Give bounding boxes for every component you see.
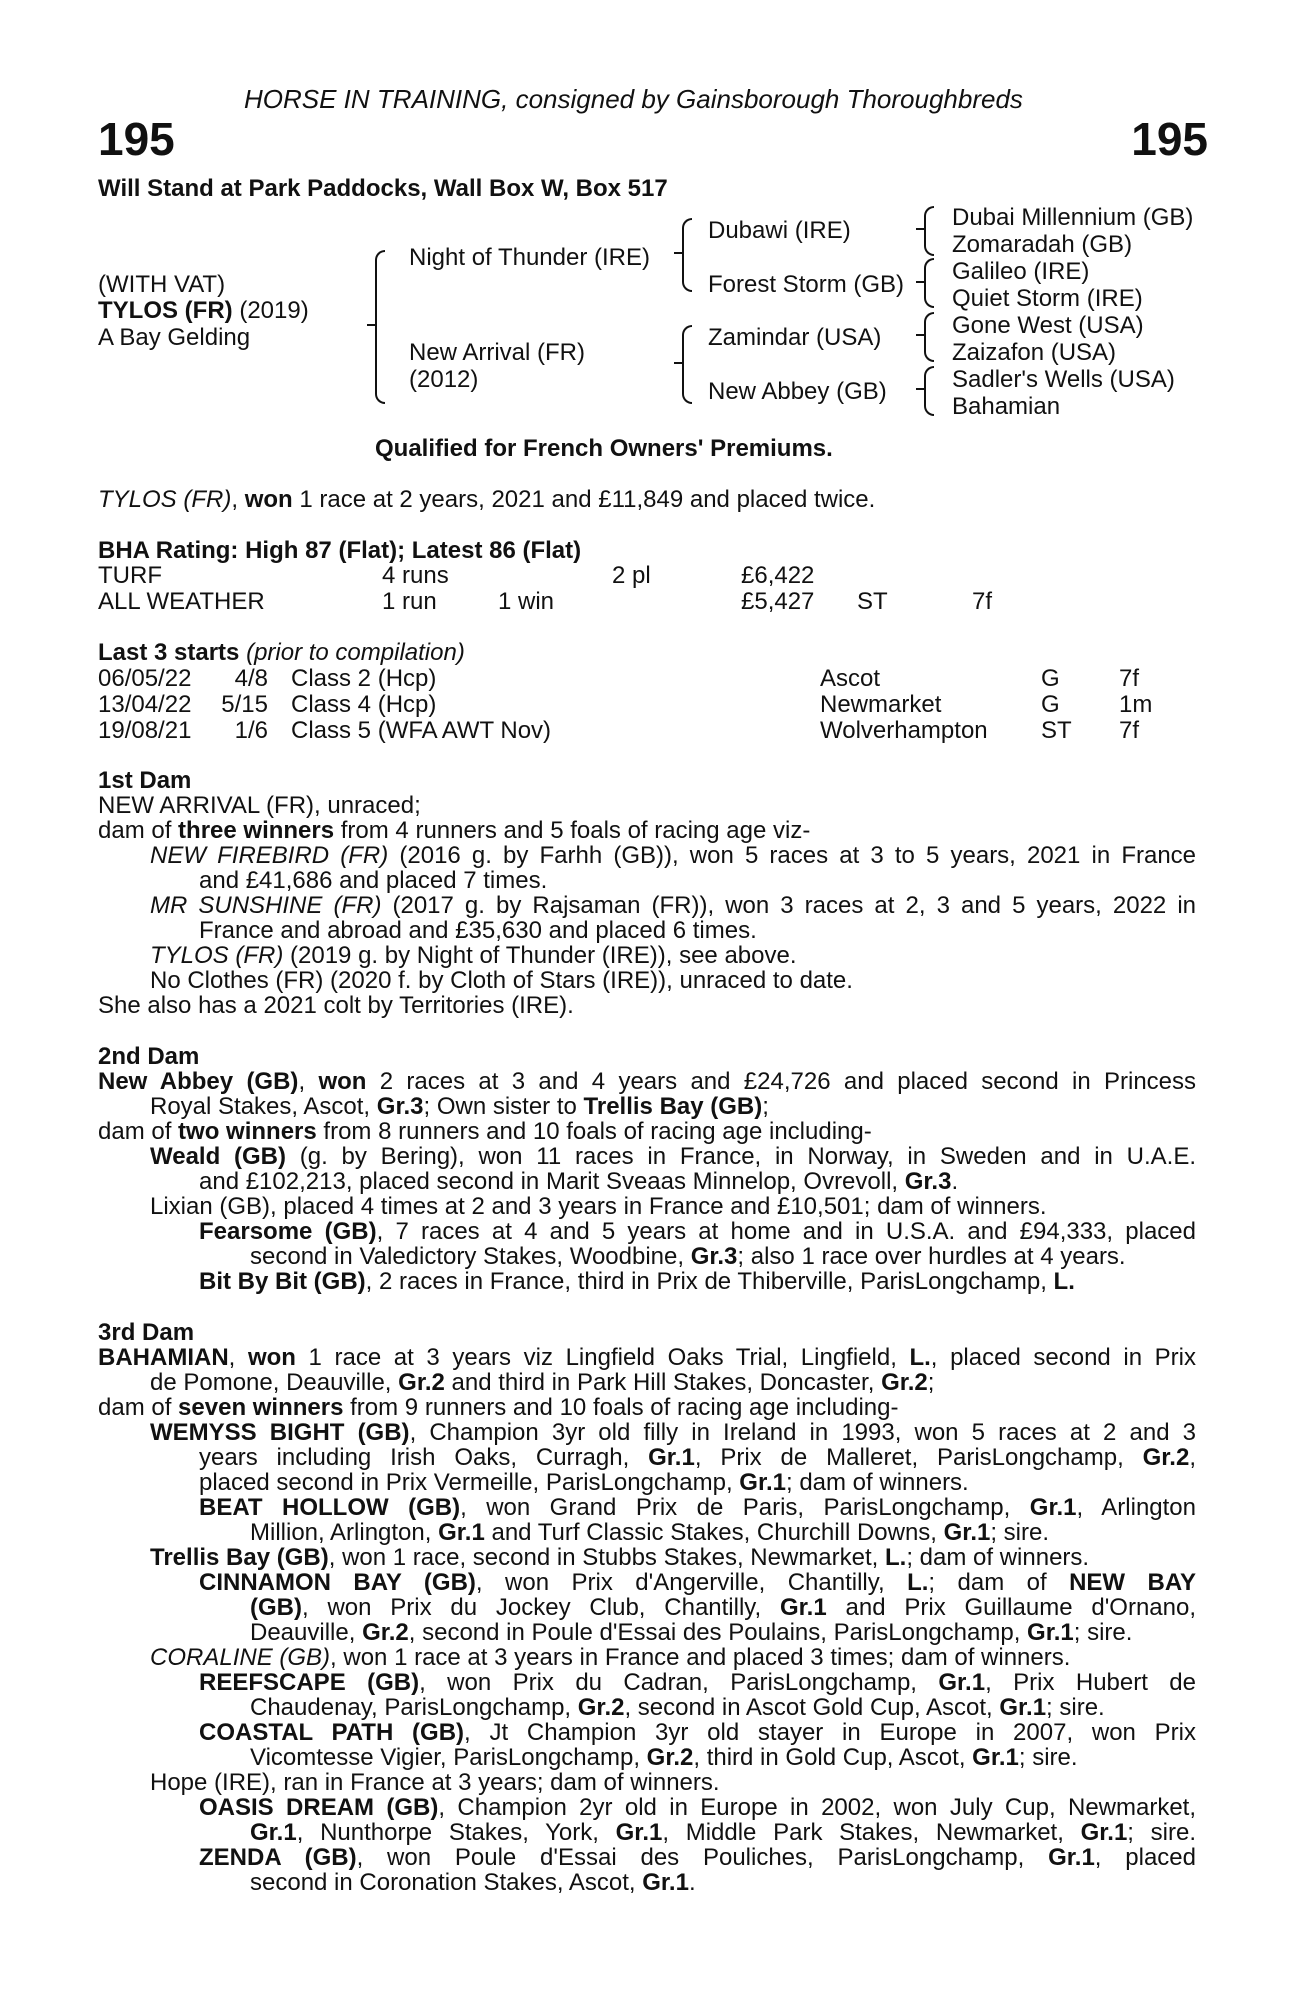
start-row-3-going: ST — [1041, 717, 1072, 744]
first-dam-line-1: NEW ARRIVAL (FR), unraced; — [98, 792, 421, 819]
third-dam-line-14-part-4: , Prix Hubert de — [985, 1670, 1196, 1695]
lot-number-right: 195 — [1131, 113, 1208, 165]
rating-turf-placed: 2 pl — [612, 562, 651, 589]
pedigree-g2: Zomaradah (GB) — [952, 231, 1133, 258]
third-dam-line-2-part-1: de Pomone, Deauville, — [150, 1369, 399, 1396]
third-dam-line-5-part-1: years including Irish Oaks, Curragh, — [199, 1445, 649, 1470]
vat-note: (WITH VAT) — [98, 271, 226, 298]
start-row-1-course: Ascot — [820, 665, 881, 692]
third-dam-line-12-part-4: Gr.1 — [1027, 1619, 1074, 1646]
start-row-2-going: G — [1041, 691, 1060, 718]
last-starts-title — [98, 640, 465, 665]
fd-p1a: NEW FIREBIRD (FR) — [150, 843, 389, 868]
third-dam-line-10-part-2: , won Prix d'Angerville, Chantilly, — [475, 1570, 908, 1595]
summary-won: won — [244, 486, 293, 513]
second-dam-line-8 — [250, 1244, 1314, 1269]
third-dam-line-15-part-2: Gr.2 — [577, 1694, 625, 1721]
start-row-1-date: 06/05/22 — [98, 665, 192, 692]
third-dam-line-7 — [199, 1495, 1196, 1520]
pedigree-brace-2a-tip — [674, 252, 682, 254]
third-dam-line-4 — [150, 1420, 1196, 1445]
qualified-note: Qualified for French Owners' Premiums. — [375, 435, 833, 462]
second-dam-line-9 — [199, 1269, 1297, 1294]
sd-b1: Royal Stakes, Ascot, — [150, 1093, 377, 1120]
sd-c2: two winners — [178, 1118, 317, 1145]
third-dam-line-14-part-3: Gr.1 — [938, 1670, 986, 1695]
third-dam-line-7-part-1: BEAT HOLLOW (GB) — [199, 1495, 461, 1520]
sd-h3: ; also 1 race over hurdles at 4 years. — [737, 1243, 1126, 1270]
sd-h2: Gr.3 — [690, 1243, 738, 1270]
third-dam-title: 3rd Dam — [98, 1319, 195, 1346]
start-row-2-course: Newmarket — [820, 691, 942, 718]
second-dam-line-6: Lixian (GB), placed 4 times at 2 and 3 years in France and £10,501; dam of winners. — [150, 1193, 1047, 1220]
first-dam-produce-4: No Clothes (FR) (2020 f. by Cloth of Stars (IRE)), unraced to date. — [150, 967, 853, 994]
third-dam-line-10-part-4: ; dam of — [928, 1570, 1070, 1595]
third-dam-line-11 — [250, 1595, 1196, 1620]
second-dam-line-2 — [150, 1094, 1248, 1119]
third-dam-line-13 — [150, 1645, 1196, 1670]
third-dam-line-19 — [199, 1795, 1196, 1820]
stand-location: Will Stand at Park Paddocks, Wall Box W, Box 517 — [98, 175, 668, 202]
bha-rating-title: BHA Rating: High 87 (Flat); Latest 86 (Flat) — [98, 537, 582, 564]
sd-b5: ; — [762, 1093, 769, 1120]
third-dam-line-3-part-2: seven winners — [178, 1394, 344, 1421]
third-dam-line-22-part-2: Gr.1 — [642, 1869, 689, 1896]
horse-name — [98, 298, 309, 323]
fd-l2a: dam of — [98, 817, 179, 844]
sd-b3: ; Own sister to — [423, 1093, 584, 1120]
third-dam-line-1-part-4: 1 race at 3 years viz Lingfield Oaks Trial, Lingfield, — [295, 1345, 910, 1370]
start-row-2-race: Class 4 (Hcp) — [291, 691, 437, 718]
third-dam-line-17-part-4: Gr.1 — [972, 1744, 1019, 1771]
start-row-3-date: 19/08/21 — [98, 717, 192, 744]
rating-aw-money: £5,427 — [741, 588, 815, 615]
first-dam-produce-2-cont: France and abroad and £35,630 and placed 6 times. — [199, 917, 757, 944]
third-dam-line-13-part-2: , won 1 race at 3 years in France and placed 3 times; dam of winners. — [330, 1644, 1071, 1671]
pedigree-brace-1-tip — [367, 324, 375, 326]
fd-p3b: (2019 g. by Night of Thunder (IRE)), see above. — [283, 942, 797, 969]
third-dam-line-1-part-3: won — [247, 1345, 296, 1370]
third-dam-line-7-part-4: , Arlington — [1076, 1495, 1196, 1520]
sd-e2: Gr.3 — [904, 1168, 952, 1195]
start-row-3-course: Wolverhampton — [820, 717, 988, 744]
third-dam-line-19-part-2: , Champion 2yr old in Europe in 2002, won July Cup, Newmarket, — [438, 1795, 1196, 1820]
third-dam-line-8-part-1: Million, Arlington, — [250, 1519, 439, 1546]
first-dam-produce-1-cont: and £41,686 and placed 7 times. — [199, 867, 548, 894]
second-dam-line-3 — [98, 1119, 1196, 1144]
sd-a1: New Abbey (GB) — [98, 1069, 299, 1094]
third-dam-line-16-part-1: COASTAL PATH (GB) — [199, 1720, 465, 1745]
third-dam-line-9-part-4: ; dam of winners. — [906, 1544, 1090, 1571]
horse-description: A Bay Gelding — [98, 324, 251, 351]
start-row-1-race: Class 2 (Hcp) — [291, 665, 437, 692]
start-row-3-pos: 1/6 — [234, 717, 268, 744]
third-dam-line-12-part-2: Gr.2 — [362, 1619, 409, 1646]
third-dam-line-6-part-2: Gr.1 — [739, 1469, 786, 1496]
third-dam-line-3-part-3: from 9 runners and 10 foals of racing age including- — [343, 1394, 899, 1421]
third-dam-line-21 — [199, 1845, 1196, 1870]
pedigree-dam-year: (2012) — [409, 366, 479, 393]
third-dam-line-4-part-2: , Champion 3yr old filly in Ireland in 1993, won 5 races at 2 and 3 — [409, 1420, 1196, 1445]
third-dam-line-5-part-3: , Prix de Malleret, ParisLongchamp, — [694, 1445, 1143, 1470]
third-dam-line-14 — [199, 1670, 1196, 1695]
lot-number-left: 195 — [98, 113, 175, 165]
third-dam-line-5-part-2: Gr.1 — [648, 1445, 695, 1470]
third-dam-line-14-part-1: REEFSCAPE (GB) — [199, 1670, 420, 1695]
rating-aw-distance: 7f — [972, 588, 993, 615]
pedigree-g4: Quiet Storm (IRE) — [952, 285, 1143, 312]
sd-b4: Trellis Bay (GB) — [583, 1093, 763, 1120]
pedigree-dam-sire: Zamindar (USA) — [708, 324, 882, 351]
third-dam-line-15-part-4: Gr.1 — [999, 1694, 1047, 1721]
sd-a3: won — [318, 1069, 367, 1094]
third-dam-line-3 — [98, 1395, 1196, 1420]
pedigree-g5: Gone West (USA) — [952, 312, 1144, 339]
third-dam-line-21-part-2: , won Poule d'Essai des Pouliches, ParisLongchamp, — [356, 1845, 1049, 1870]
pedigree-brace-2b — [682, 325, 692, 404]
pedigree-brace-3c-tip — [916, 334, 924, 336]
second-dam-line-7 — [199, 1219, 1196, 1244]
pedigree-brace-1 — [375, 250, 385, 404]
third-dam-line-5-part-5: , — [1189, 1445, 1196, 1470]
start-row-2-pos: 5/15 — [221, 691, 268, 718]
pedigree-brace-2a — [682, 218, 692, 292]
page-header-title: HORSE IN TRAINING, consigned by Gainsborough Thoroughbreds — [244, 84, 1023, 114]
third-dam-line-1-part-1: BAHAMIAN — [98, 1345, 229, 1370]
pedigree-g1: Dubai Millennium (GB) — [952, 204, 1194, 231]
rating-turf-runs: 4 runs — [382, 562, 449, 589]
pedigree-brace-3d — [924, 366, 934, 416]
pedigree-g8: Bahamian — [952, 393, 1061, 420]
sd-c3: from 8 runners and 10 foals of racing age including- — [316, 1118, 872, 1145]
first-dam-produce-3 — [150, 943, 1248, 968]
third-dam-line-1-part-5: L. — [909, 1345, 931, 1370]
pedigree-g7: Sadler's Wells (USA) — [952, 366, 1175, 393]
third-dam-line-5-part-4: Gr.2 — [1142, 1445, 1190, 1470]
start-row-2-date: 13/04/22 — [98, 691, 192, 718]
fd-p1b: (2016 g. by Farhh (GB)), won 5 races at 3 to 5 years, 2021 in France — [388, 843, 1196, 868]
third-dam-line-22 — [250, 1870, 1196, 1895]
rating-aw-wins: 1 win — [498, 588, 555, 615]
third-dam-line-6-part-1: placed second in Prix Vermeille, ParisLongchamp, — [199, 1469, 740, 1496]
third-dam-line-8-part-4: Gr.1 — [943, 1519, 991, 1546]
third-dam-line-15 — [250, 1695, 1196, 1720]
second-dam-line-5 — [199, 1169, 1297, 1194]
third-dam-line-15-part-3: , second in Ascot Gold Cup, Ascot, — [624, 1694, 1000, 1721]
third-dam-line-21-part-1: ZENDA (GB) — [199, 1845, 357, 1870]
third-dam-line-22-part-3: . — [688, 1869, 696, 1896]
pedigree-brace-3d-tip — [916, 388, 924, 390]
pedigree-brace-2b-tip — [674, 362, 682, 364]
third-dam-line-20 — [250, 1820, 1196, 1845]
third-dam-line-9-part-2: , won 1 race, second in Stubbs Stakes, Newmarket, — [328, 1544, 885, 1571]
sd-d1: Weald (GB) — [150, 1144, 286, 1169]
third-dam-line-12-part-1: Deauville, — [250, 1619, 363, 1646]
third-dam-line-1 — [98, 1345, 1196, 1370]
sd-i3: L. — [1053, 1268, 1075, 1295]
sd-a4: 2 races at 3 and 4 years and £24,726 and placed second in Princess — [366, 1069, 1196, 1094]
third-dam-line-8-part-5: ; sire. — [990, 1519, 1050, 1546]
last-starts-note: (prior to compilation) — [246, 639, 465, 666]
second-dam-line-4 — [150, 1144, 1196, 1169]
third-dam-line-20-part-5: Gr.1 — [1080, 1820, 1128, 1845]
third-dam-line-12-part-5: ; sire. — [1073, 1619, 1133, 1646]
third-dam-line-14-part-2: , won Prix du Cadran, ParisLongchamp, — [419, 1670, 939, 1695]
summary-horse: TYLOS (FR) — [98, 486, 232, 513]
pedigree-brace-3a-tip — [916, 228, 924, 230]
pedigree-dam-dam: New Abbey (GB) — [708, 378, 887, 405]
third-dam-line-21-part-4: , placed — [1094, 1845, 1196, 1870]
race-summary: TYLOS (FR), won 1 race at 2 years, 2021 and £11,849 and placed twice. — [98, 486, 876, 513]
third-dam-line-3-part-1: dam of — [98, 1394, 179, 1421]
third-dam-line-11-part-1: (GB) — [250, 1595, 302, 1620]
pedigree-brace-3b — [924, 258, 934, 308]
third-dam-line-2-part-2: Gr.2 — [398, 1369, 445, 1396]
third-dam-line-1-part-6: , placed second in Prix — [930, 1345, 1196, 1370]
third-dam-line-17-part-5: ; sire. — [1018, 1744, 1078, 1771]
first-dam-line-2 — [98, 818, 1196, 843]
third-dam-line-4-part-1: WEMYSS BIGHT (GB) — [150, 1420, 410, 1445]
third-dam-line-2 — [150, 1370, 1196, 1395]
third-dam-line-22-part-1: second in Coronation Stakes, Ascot, — [250, 1869, 643, 1896]
rating-aw-going: ST — [857, 588, 888, 615]
third-dam-line-10-part-5: NEW BAY — [1069, 1570, 1196, 1595]
third-dam-line-2-part-3: and third in Park Hill Stakes, Doncaster, — [444, 1369, 882, 1396]
rating-aw-runs: 1 run — [382, 588, 437, 615]
third-dam-line-20-part-2: , Nunthorpe Stakes, York, — [296, 1820, 616, 1845]
first-dam-produce-2 — [150, 893, 1196, 918]
third-dam-line-17-part-3: , third in Gold Cup, Ascot, — [693, 1744, 973, 1771]
start-row-1-pos: 4/8 — [234, 665, 268, 692]
third-dam-line-13-part-1: CORALINE (GB) — [150, 1644, 331, 1671]
sd-d2: (g. by Bering), won 11 races in France, in Norway, in Sweden and in U.A.E. — [286, 1144, 1196, 1169]
first-dam-title: 1st Dam — [98, 767, 192, 794]
third-dam-line-21-part-3: Gr.1 — [1048, 1845, 1095, 1870]
third-dam-line-11-part-2: , won Prix du Jockey Club, Chantilly, — [301, 1595, 780, 1620]
third-dam-line-17 — [250, 1745, 1196, 1770]
third-dam-line-8 — [250, 1520, 1196, 1545]
third-dam-line-8-part-2: Gr.1 — [438, 1519, 485, 1546]
third-dam-line-6-part-3: ; dam of winners. — [785, 1469, 969, 1496]
third-dam-line-16 — [199, 1720, 1196, 1745]
pedigree-sire-sire: Dubawi (IRE) — [708, 217, 851, 244]
sd-b2: Gr.3 — [376, 1093, 424, 1120]
sd-h1: second in Valedictory Stakes, Woodbine, — [250, 1243, 691, 1270]
second-dam-title: 2nd Dam — [98, 1043, 200, 1070]
third-dam-line-2-part-4: Gr.2 — [881, 1369, 928, 1396]
third-dam-line-7-part-3: Gr.1 — [1029, 1495, 1077, 1520]
pedigree-sire-dam: Forest Storm (GB) — [708, 271, 905, 298]
sd-a2: , — [298, 1069, 319, 1094]
third-dam-line-10-part-1: CINNAMON BAY (GB) — [199, 1570, 476, 1595]
third-dam-line-18 — [150, 1770, 1196, 1795]
horse-year: (2019) — [239, 297, 309, 324]
third-dam-line-10-part-3: L. — [907, 1570, 929, 1595]
third-dam-line-6 — [199, 1470, 1196, 1495]
third-dam-line-17-part-1: Vicomtesse Vigier, ParisLongchamp, — [250, 1744, 647, 1771]
third-dam-line-15-part-1: Chaudenay, ParisLongchamp, — [250, 1694, 578, 1721]
start-row-2-dist: 1m — [1119, 691, 1153, 718]
rating-aw-label: ALL WEATHER — [98, 588, 265, 615]
sd-e1: and £102,213, placed second in Marit Sveaas Minnelop, Ovrevoll, — [199, 1168, 905, 1195]
pedigree-sire: Night of Thunder (IRE) — [409, 244, 650, 271]
third-dam-line-11-part-3: Gr.1 — [780, 1595, 827, 1620]
third-dam-line-19-part-1: OASIS DREAM (GB) — [199, 1795, 439, 1820]
third-dam-line-20-part-3: Gr.1 — [615, 1820, 663, 1845]
fd-p2b: (2017 g. by Rajsaman (FR)), won 3 races at 2, 3 and 5 years, 2022 in — [381, 893, 1196, 918]
pedigree-g6: Zaizafon (USA) — [952, 339, 1117, 366]
third-dam-line-20-part-1: Gr.1 — [250, 1820, 297, 1845]
fd-p2a: MR SUNSHINE (FR) — [150, 893, 382, 918]
fd-p3a: TYLOS (FR) — [150, 942, 284, 969]
third-dam-line-7-part-2: , won Grand Prix de Paris, ParisLongchamp, — [460, 1495, 1030, 1520]
first-dam-last-line: She also has a 2021 colt by Territories (IRE). — [98, 992, 574, 1019]
third-dam-line-9-part-3: L. — [885, 1544, 907, 1571]
sd-e3: . — [951, 1168, 959, 1195]
pedigree-brace-3a — [924, 206, 934, 256]
third-dam-line-8-part-3: and Turf Classic Stakes, Churchill Downs, — [484, 1519, 944, 1546]
third-dam-line-9-part-1: Trellis Bay (GB) — [150, 1544, 329, 1571]
third-dam-line-12-part-3: , second in Poule d'Essai des Poulains, ParisLongchamp, — [408, 1619, 1028, 1646]
summary-text: 1 race at 2 years, 2021 and £11,849 and placed twice. — [292, 486, 876, 513]
horse-name-text: TYLOS (FR) — [98, 297, 233, 324]
third-dam-line-10 — [199, 1570, 1196, 1595]
third-dam-line-5 — [199, 1445, 1196, 1470]
third-dam-line-2-part-5: ; — [927, 1369, 935, 1396]
pedigree-brace-3b-tip — [916, 281, 924, 283]
sd-i1: Bit By Bit (GB) — [199, 1268, 366, 1295]
third-dam-line-18-part-1: Hope (IRE), ran in France at 3 years; dam of winners. — [150, 1769, 720, 1796]
third-dam-line-16-part-2: , Jt Champion 3yr old stayer in Europe in 2007, won Prix — [464, 1720, 1196, 1745]
rating-turf-label: TURF — [98, 562, 162, 589]
first-dam-produce-1 — [150, 843, 1196, 868]
third-dam-line-15-part-5: ; sire. — [1046, 1694, 1105, 1721]
third-dam-line-1-part-2: , — [228, 1345, 248, 1370]
start-row-1-dist: 7f — [1119, 665, 1140, 692]
pedigree-dam: New Arrival (FR) — [409, 339, 586, 366]
sd-g2: , 7 races at 4 and 5 years at home and in U.S.A. and £94,333, placed — [376, 1219, 1196, 1244]
pedigree-g3: Galileo (IRE) — [952, 258, 1090, 285]
pedigree-brace-3c — [924, 312, 934, 362]
second-dam-line-1 — [98, 1069, 1196, 1094]
sd-c1: dam of — [98, 1118, 179, 1145]
third-dam-line-12 — [250, 1620, 1196, 1645]
fd-l2b: three winners — [178, 817, 335, 844]
third-dam-line-9 — [150, 1545, 1196, 1570]
third-dam-line-17-part-2: Gr.2 — [646, 1744, 694, 1771]
fd-l2c: from 4 runners and 5 foals of racing age viz- — [334, 817, 811, 844]
last-starts-heading: Last 3 starts — [98, 639, 240, 666]
start-row-3-race: Class 5 (WFA AWT Nov) — [291, 717, 552, 744]
start-row-3-dist: 7f — [1119, 717, 1140, 744]
sd-g1: Fearsome (GB) — [199, 1219, 377, 1244]
rating-turf-money: £6,422 — [741, 562, 815, 589]
sd-i2: , 2 races in France, third in Prix de Thiberville, ParisLongchamp, — [365, 1268, 1054, 1295]
third-dam-line-11-part-4: and Prix Guillaume d'Ornano, — [826, 1595, 1196, 1620]
third-dam-line-20-part-4: , Middle Park Stakes, Newmarket, — [662, 1820, 1081, 1845]
start-row-1-going: G — [1041, 665, 1060, 692]
third-dam-line-20-part-6: ; sire. — [1127, 1820, 1196, 1845]
